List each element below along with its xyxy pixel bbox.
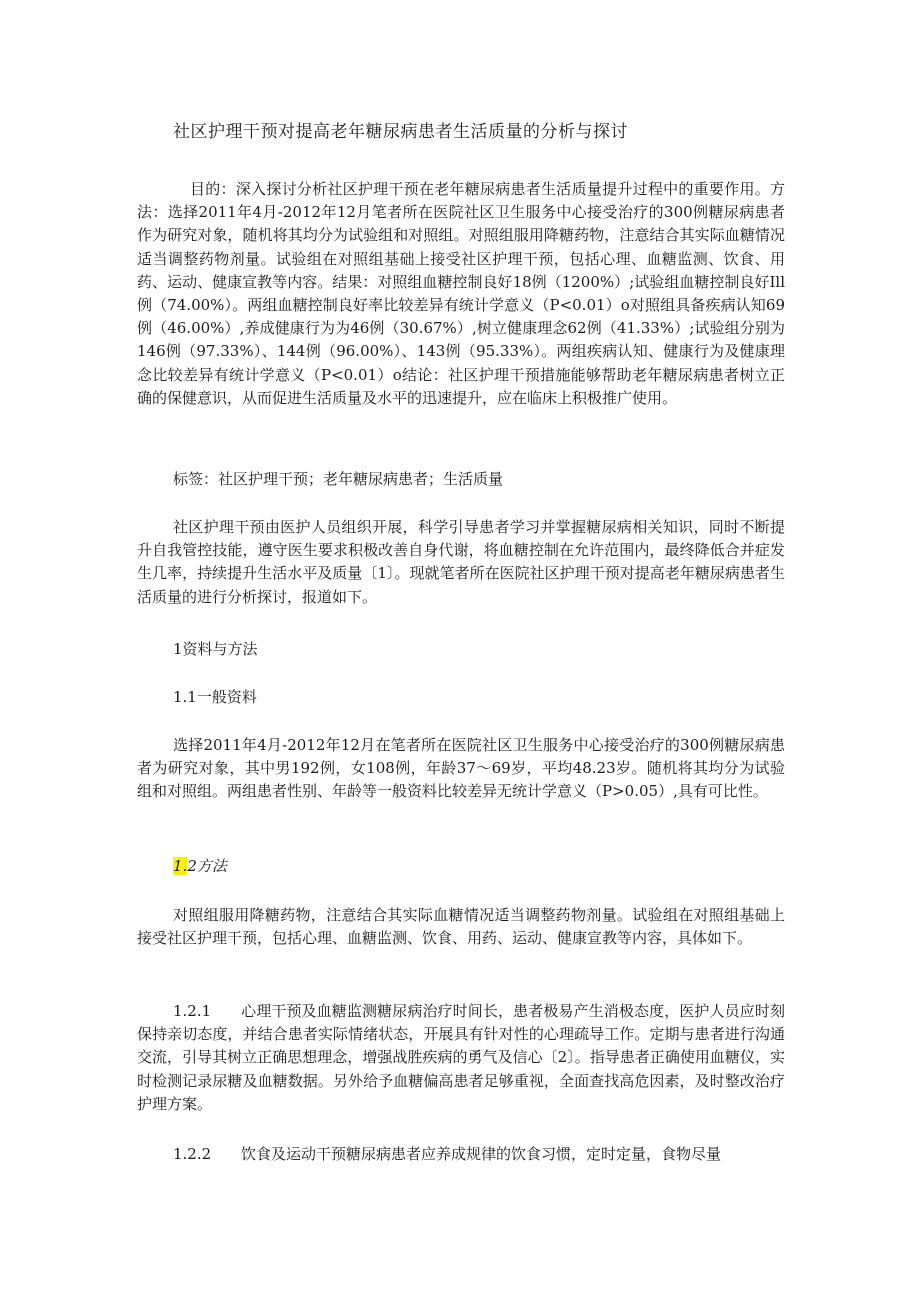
document-title: 社区护理干预对提高老年糖尿病患者生活质量的分析与探讨 [173,122,628,142]
section-1-2-1-number: 1.2.1 [173,1002,212,1020]
intro-paragraph: 社区护理干预由医护人员组织开展，科学引导患者学习并掌握糖尿病相关知识，同时不断提升自我管控技能，遵守医生要求积极改善自身代谢，将血糖控制在允许范围内，最终降低合并症发生几率，持续提升生活水平及质量〔1〕。现就笔者所在医院社区护理干预对提高老年糖尿病患者生活质量的进行分析探讨，报道如下。 [137,518,785,606]
section-1-heading: 1资料与方法 [173,640,258,658]
section-1-2-2-paragraph [137,1143,785,1166]
keywords-line: 标签：社区护理干预；老年糖尿病患者；生活质量 [173,470,504,488]
section-1-1-heading: 1.1一般资料 [173,688,257,706]
section-1-2-2-text: 饮食及运动干预糖尿病患者应养成规律的饮食习惯，定时定量，食物尽量 [241,1145,722,1163]
abstract-paragraph: 目的：深入探讨分析社区护理干预在老年糖尿病患者生活质量提升过程中的重要作用。方法：选择2011年4月-2012年12月笔者所在医院社区卫生服务中心接受治疗的300例糖尿病患者作为研究对象，随机将其均分为试验组和对照组。对照组服用降糖药物，注意结合其实际血糖情况适当调整药物剂量。试验组在对照组基础上接受社区护理干预，包括心理、血糖监测、饮食、用药、运动、健康宣教等内容。结果：对照组血糖控制良好18例（1200%）;试验组血糖控制良好Ill例（74.00%）。两组血糖控制良好率比较差异有统计学意义（P<0.01）o对照组具备疾病认知69例（46.00%）,养成健康行为为46例（30.67%）,树立健康理念62例（41.33%）;试验组分别为146例（97.33%）、144例（96.00%）、143例（95.33%）。两组疾病认知、健康行为及健康理念比较差异有统计学意义（P<0.01）o结论：社区护理干预措施能够帮助老年糖尿病患者树立正确的保健意识，从而促进生活质量及水平的迅速提升，应在临床上积极推广使用。 [137,180,785,407]
section-1-2-heading-text: 2方法 [187,857,227,875]
section-1-2-1-paragraph [137,1000,785,1116]
section-1-1-paragraph: 选择2011年4月-2012年12月在笔者所在医院社区卫生服务中心接受治疗的300例糖尿病患者为研究对象，其中男192例，女108例，年龄37～69岁，平均48.23岁。随机将其均分为试验组和对照组。两组患者性别、年龄等一般资料比较差异无统计学意义（P>0.05）,具有可比性。 [137,736,785,801]
section-1-2-1-text: 心理干预及血糖监测糖尿病治疗时间长，患者极易产生消极态度，医护人员应时刻保持亲切态度，并结合患者实际情绪状态，开展具有针对性的心理疏导工作。定期与患者进行沟通交流，引导其树立正确思想理念，增强战胜疾病的勇气及信心〔2〕。指导患者正确使用血糖仪，实时检测记录尿糖及血糖数据。另外给予血糖偏高患者足够重视，全面查找高危因素，及时整改治疗护理方案。 [137,1002,785,1113]
section-1-2-paragraph: 对照组服用降糖药物，注意结合其实际血糖情况适当调整药物剂量。试验组在对照组基础上接受社区护理干预，包括心理、血糖监测、饮食、用药、运动、健康宣教等内容，具体如下。 [137,906,785,948]
section-1-2-heading [173,855,773,878]
section-1-2-2-number: 1.2.2 [173,1145,212,1163]
highlight-mark: 1. [173,857,188,875]
